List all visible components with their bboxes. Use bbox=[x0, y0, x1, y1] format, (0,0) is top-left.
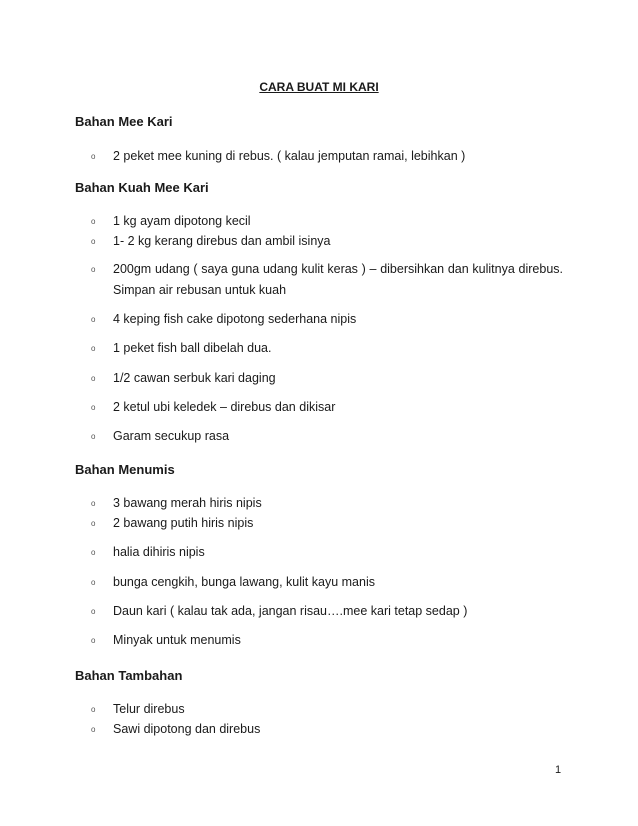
bullet-icon: o bbox=[91, 374, 96, 383]
bullet-icon: o bbox=[91, 344, 96, 353]
list-item bbox=[91, 699, 563, 720]
bullet-icon: o bbox=[91, 607, 96, 616]
list-item bbox=[91, 601, 563, 622]
list-item-text: 200gm udang ( saya guna udang kulit keras ) – dibersihkan dan kulitnya direbus. Simpan air rebusan untuk kuah bbox=[113, 262, 563, 297]
list-item bbox=[91, 309, 563, 330]
list-item-text: 3 bawang merah hiris nipis bbox=[113, 496, 262, 510]
bullet-icon: o bbox=[91, 499, 96, 508]
list-item-text: 1 kg ayam dipotong kecil bbox=[113, 214, 251, 228]
bullet-icon: o bbox=[91, 519, 96, 528]
section-heading: Bahan Mee Kari bbox=[75, 114, 173, 129]
list-item bbox=[91, 572, 563, 593]
bullet-icon: o bbox=[91, 315, 96, 324]
list-item-text: 1- 2 kg kerang direbus dan ambil isinya bbox=[113, 234, 331, 248]
bullet-icon: o bbox=[91, 217, 96, 226]
bullet-icon: o bbox=[91, 578, 96, 587]
list-item bbox=[91, 231, 563, 252]
list-item bbox=[91, 513, 563, 534]
list-item-text: Telur direbus bbox=[113, 702, 185, 716]
list-item-text: 2 bawang putih hiris nipis bbox=[113, 516, 254, 530]
document-title: CARA BUAT MI KARI bbox=[259, 80, 379, 94]
list-item-text: halia dihiris nipis bbox=[113, 545, 205, 559]
bullet-icon: o bbox=[91, 636, 96, 645]
bullet-icon: o bbox=[91, 152, 96, 161]
bullet-icon: o bbox=[91, 403, 96, 412]
bullet-icon: o bbox=[91, 432, 96, 441]
list-item bbox=[91, 719, 563, 740]
section-heading: Bahan Tambahan bbox=[75, 668, 183, 683]
list-item bbox=[91, 542, 563, 563]
bullet-icon: o bbox=[91, 237, 96, 246]
list-item bbox=[91, 146, 563, 167]
bullet-icon: o bbox=[91, 705, 96, 714]
bullet-icon: o bbox=[91, 265, 96, 274]
list-item bbox=[91, 397, 563, 418]
list-item bbox=[91, 493, 563, 514]
bullet-icon: o bbox=[91, 725, 96, 734]
list-item-text: 1 peket fish ball dibelah dua. bbox=[113, 341, 272, 355]
list-item-text: 4 keping fish cake dipotong sederhana nipis bbox=[113, 312, 357, 326]
list-item bbox=[91, 630, 563, 651]
list-item-text: Minyak untuk menumis bbox=[113, 633, 241, 647]
list-item bbox=[91, 368, 563, 389]
list-item-text: Garam secukup rasa bbox=[113, 429, 230, 443]
list-item bbox=[91, 426, 563, 447]
list-item-text: 2 peket mee kuning di rebus. ( kalau jemputan ramai, lebihkan ) bbox=[113, 149, 466, 163]
page-number: 1 bbox=[555, 764, 562, 776]
list-item bbox=[91, 211, 563, 232]
list-item-text: 2 ketul ubi keledek – direbus dan dikisar bbox=[113, 400, 336, 414]
bullet-icon: o bbox=[91, 548, 96, 557]
section-heading: Bahan Menumis bbox=[75, 462, 175, 477]
list-item bbox=[91, 338, 563, 359]
list-item-text: bunga cengkih, bunga lawang, kulit kayu manis bbox=[113, 575, 375, 589]
list-item bbox=[91, 259, 563, 301]
list-item-text: Sawi dipotong dan direbus bbox=[113, 722, 261, 736]
section-heading: Bahan Kuah Mee Kari bbox=[75, 180, 209, 195]
list-item-text: 1/2 cawan serbuk kari daging bbox=[113, 371, 276, 385]
list-item-text: Daun kari ( kalau tak ada, jangan risau….mee kari tetap sedap ) bbox=[113, 604, 468, 618]
